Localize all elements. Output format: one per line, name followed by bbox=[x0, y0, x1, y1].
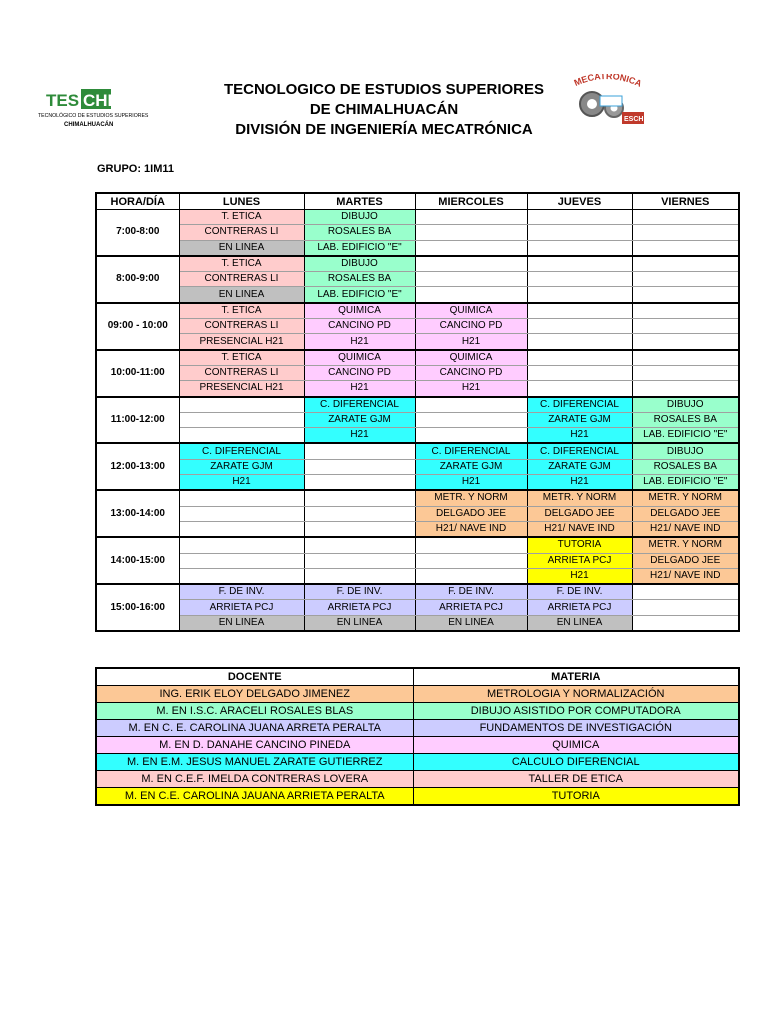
schedule-cell: H21 bbox=[415, 381, 527, 397]
schedule-cell bbox=[632, 240, 739, 256]
teacher-name: M. EN I.S.C. ARACELI ROSALES BLAS bbox=[96, 703, 413, 720]
time-slot: 09:00 - 10:00 bbox=[96, 303, 179, 350]
schedule-cell: QUIMICA bbox=[304, 303, 415, 319]
schedule-cell: EN LINEA bbox=[179, 615, 304, 631]
teacher-name: M. EN E.M. JESUS MANUEL ZARATE GUTIERREZ bbox=[96, 754, 413, 771]
teacher-name: M. EN C.E.F. IMELDA CONTRERAS LOVERA bbox=[96, 771, 413, 788]
schedule-cell: H21/ NAVE IND bbox=[632, 521, 739, 537]
schedule-cell: CANCINO PD bbox=[304, 365, 415, 380]
schedule-cell: CANCINO PD bbox=[415, 319, 527, 334]
svg-text:TES: TES bbox=[46, 91, 80, 110]
schedule-cell: ZARATE GJM bbox=[179, 459, 304, 474]
schedule-cell bbox=[527, 225, 632, 240]
schedule-cell: DIBUJO bbox=[304, 256, 415, 272]
subject-name: METROLOGIA Y NORMALIZACIÓN bbox=[413, 686, 739, 703]
schedule-cell bbox=[632, 256, 739, 272]
header-line-1: TECNOLOGICO DE ESTUDIOS SUPERIORES bbox=[223, 81, 545, 98]
schedule-cell: PRESENCIAL H21 bbox=[179, 334, 304, 350]
schedule-cell bbox=[179, 490, 304, 506]
schedule-row bbox=[96, 319, 739, 334]
legend-row bbox=[96, 737, 739, 754]
schedule-cell: ARRIETA PCJ bbox=[304, 600, 415, 615]
schedule-cell: LAB. EDIFICIO "E" bbox=[304, 287, 415, 303]
schedule-cell: DIBUJO bbox=[632, 397, 739, 413]
svg-text:TECNOLÓGICO DE ESTUDIOS SUPERI: TECNOLÓGICO DE ESTUDIOS SUPERIORES bbox=[38, 113, 149, 119]
schedule-row bbox=[96, 334, 739, 350]
schedule-cell: T. ETICA bbox=[179, 210, 304, 225]
schedule-row bbox=[96, 350, 739, 366]
schedule-table bbox=[95, 192, 740, 632]
schedule-cell: ROSALES BA bbox=[632, 459, 739, 474]
schedule-cell: C. DIFERENCIAL bbox=[527, 443, 632, 459]
schedule-cell: C. DIFERENCIAL bbox=[415, 443, 527, 459]
schedule-cell bbox=[527, 240, 632, 256]
schedule-row bbox=[96, 240, 739, 256]
schedule-cell bbox=[304, 475, 415, 491]
column-header: MARTES bbox=[304, 193, 415, 210]
schedule-cell: DELGADO JEE bbox=[632, 553, 739, 568]
mecatronica-logo bbox=[566, 74, 648, 130]
time-slot: 8:00-9:00 bbox=[96, 256, 179, 303]
schedule-row bbox=[96, 521, 739, 537]
group-label: GRUPO: 1IM11 bbox=[97, 163, 175, 175]
schedule-row bbox=[96, 303, 739, 319]
institution-header bbox=[0, 80, 768, 140]
schedule-row bbox=[96, 412, 739, 427]
schedule-cell: T. ETICA bbox=[179, 350, 304, 366]
schedule-cell bbox=[304, 553, 415, 568]
schedule-cell: C. DIFERENCIAL bbox=[179, 443, 304, 459]
schedule-cell bbox=[527, 381, 632, 397]
schedule-cell bbox=[527, 334, 632, 350]
time-slot: 13:00-14:00 bbox=[96, 490, 179, 537]
schedule-cell: CANCINO PD bbox=[415, 365, 527, 380]
schedule-cell bbox=[527, 365, 632, 380]
teacher-name: M. EN C.E. CAROLINA JAUANA ARRIETA PERALTA bbox=[96, 788, 413, 806]
schedule-cell bbox=[527, 319, 632, 334]
schedule-row bbox=[96, 475, 739, 491]
schedule-row bbox=[96, 210, 739, 225]
schedule-cell: LAB. EDIFICIO "E" bbox=[304, 240, 415, 256]
schedule-cell: T. ETICA bbox=[179, 256, 304, 272]
schedule-cell: CONTRERAS LI bbox=[179, 365, 304, 380]
schedule-row bbox=[96, 397, 739, 413]
time-slot: 7:00-8:00 bbox=[96, 210, 179, 256]
schedule-cell: F. DE INV. bbox=[527, 584, 632, 600]
schedule-cell: H21/ NAVE IND bbox=[632, 568, 739, 584]
schedule-cell bbox=[632, 210, 739, 225]
schedule-cell bbox=[415, 568, 527, 584]
schedule-cell: H21 bbox=[527, 475, 632, 491]
schedule-cell bbox=[527, 287, 632, 303]
schedule-cell: ZARATE GJM bbox=[527, 412, 632, 427]
schedule-cell bbox=[304, 459, 415, 474]
schedule-row bbox=[96, 490, 739, 506]
schedule-cell: H21 bbox=[415, 475, 527, 491]
schedule-cell: ARRIETA PCJ bbox=[527, 553, 632, 568]
schedule-cell bbox=[415, 537, 527, 553]
schedule-cell bbox=[415, 272, 527, 287]
column-header: VIERNES bbox=[632, 193, 739, 210]
schedule-row bbox=[96, 584, 739, 600]
schedule-cell: LAB. EDIFICIO "E" bbox=[632, 428, 739, 444]
schedule-cell: H21/ NAVE IND bbox=[527, 521, 632, 537]
schedule-cell bbox=[415, 428, 527, 444]
schedule-cell: QUIMICA bbox=[415, 350, 527, 366]
schedule-row bbox=[96, 225, 739, 240]
schedule-cell: H21/ NAVE IND bbox=[415, 521, 527, 537]
schedule-cell bbox=[632, 615, 739, 631]
legend-column-header: DOCENTE bbox=[96, 668, 413, 686]
schedule-row bbox=[96, 443, 739, 459]
schedule-row bbox=[96, 459, 739, 474]
schedule-cell: F. DE INV. bbox=[179, 584, 304, 600]
time-slot: 12:00-13:00 bbox=[96, 443, 179, 490]
column-header: MIERCOLES bbox=[415, 193, 527, 210]
legend-row bbox=[96, 771, 739, 788]
schedule-cell: CONTRERAS LI bbox=[179, 319, 304, 334]
schedule-cell: DELGADO JEE bbox=[527, 506, 632, 521]
schedule-cell bbox=[304, 443, 415, 459]
schedule-cell: QUIMICA bbox=[304, 350, 415, 366]
schedule-cell bbox=[632, 365, 739, 380]
schedule-row bbox=[96, 553, 739, 568]
legend-column-header: MATERIA bbox=[413, 668, 739, 686]
legend-header-row bbox=[96, 668, 739, 686]
schedule-row bbox=[96, 381, 739, 397]
teacher-name: ING. ERIK ELOY DELGADO JIMENEZ bbox=[96, 686, 413, 703]
schedule-cell bbox=[527, 350, 632, 366]
legend-row bbox=[96, 788, 739, 806]
schedule-cell: ARRIETA PCJ bbox=[179, 600, 304, 615]
schedule-cell: ARRIETA PCJ bbox=[415, 600, 527, 615]
schedule-cell bbox=[179, 397, 304, 413]
subject-name: TUTORIA bbox=[413, 788, 739, 806]
schedule-cell: EN LINEA bbox=[179, 287, 304, 303]
schedule-cell bbox=[632, 287, 739, 303]
schedule-cell bbox=[415, 240, 527, 256]
schedule-cell: EN LINEA bbox=[415, 615, 527, 631]
schedule-cell bbox=[179, 553, 304, 568]
legend-row bbox=[96, 686, 739, 703]
schedule-cell: F. DE INV. bbox=[415, 584, 527, 600]
schedule-cell bbox=[304, 537, 415, 553]
svg-text:MECATRÓNICA: MECATRÓNICA bbox=[572, 74, 644, 89]
schedule-cell: C. DIFERENCIAL bbox=[527, 397, 632, 413]
schedule-cell bbox=[632, 319, 739, 334]
schedule-cell bbox=[415, 287, 527, 303]
schedule-cell: DELGADO JEE bbox=[415, 506, 527, 521]
schedule-cell: CONTRERAS LI bbox=[179, 225, 304, 240]
schedule-cell bbox=[415, 412, 527, 427]
schedule-cell: LAB. EDIFICIO "E" bbox=[632, 475, 739, 491]
subject-name: DIBUJO ASISTIDO POR COMPUTADORA bbox=[413, 703, 739, 720]
schedule-cell bbox=[179, 412, 304, 427]
schedule-cell: DELGADO JEE bbox=[632, 506, 739, 521]
schedule-cell: ROSALES BA bbox=[632, 412, 739, 427]
schedule-cell: ZARATE GJM bbox=[304, 412, 415, 427]
schedule-cell bbox=[415, 225, 527, 240]
schedule-row bbox=[96, 428, 739, 444]
schedule-cell bbox=[632, 303, 739, 319]
schedule-cell: F. DE INV. bbox=[304, 584, 415, 600]
subject-name: TALLER DE ETICA bbox=[413, 771, 739, 788]
schedule-cell: DIBUJO bbox=[304, 210, 415, 225]
schedule-cell bbox=[632, 600, 739, 615]
schedule-cell: T. ETICA bbox=[179, 303, 304, 319]
schedule-cell: H21 bbox=[304, 428, 415, 444]
schedule-cell bbox=[415, 256, 527, 272]
schedule-cell bbox=[304, 506, 415, 521]
schedule-cell: H21 bbox=[527, 428, 632, 444]
teacher-name: M. EN C. E. CAROLINA JUANA ARRETA PERALTA bbox=[96, 720, 413, 737]
subject-name: FUNDAMENTOS DE INVESTIGACIÓN bbox=[413, 720, 739, 737]
schedule-cell bbox=[304, 568, 415, 584]
svg-text:CHI: CHI bbox=[83, 91, 113, 110]
column-header: JUEVES bbox=[527, 193, 632, 210]
time-slot: 10:00-11:00 bbox=[96, 350, 179, 397]
schedule-cell bbox=[415, 397, 527, 413]
svg-text:ESCH: ESCH bbox=[624, 116, 644, 123]
schedule-cell: H21 bbox=[179, 475, 304, 491]
schedule-cell: METR. Y NORM bbox=[527, 490, 632, 506]
schedule-cell bbox=[304, 490, 415, 506]
schedule-cell: C. DIFERENCIAL bbox=[304, 397, 415, 413]
schedule-cell: METR. Y NORM bbox=[632, 537, 739, 553]
schedule-row bbox=[96, 600, 739, 615]
schedule-cell bbox=[179, 506, 304, 521]
schedule-cell bbox=[527, 272, 632, 287]
schedule-cell: EN LINEA bbox=[527, 615, 632, 631]
schedule-row bbox=[96, 568, 739, 584]
schedule-cell bbox=[632, 225, 739, 240]
schedule-cell: H21 bbox=[304, 334, 415, 350]
subject-name: QUIMICA bbox=[413, 737, 739, 754]
schedule-cell: DIBUJO bbox=[632, 443, 739, 459]
schedule-cell bbox=[179, 537, 304, 553]
time-slot: 14:00-15:00 bbox=[96, 537, 179, 584]
schedule-cell: CONTRERAS LI bbox=[179, 272, 304, 287]
schedule-cell: H21 bbox=[415, 334, 527, 350]
column-header: HORA/DÍA bbox=[96, 193, 179, 210]
schedule-row bbox=[96, 256, 739, 272]
schedule-cell: ROSALES BA bbox=[304, 272, 415, 287]
schedule-row bbox=[96, 537, 739, 553]
schedule-header-row bbox=[96, 193, 739, 210]
schedule-row bbox=[96, 272, 739, 287]
schedule-cell: EN LINEA bbox=[304, 615, 415, 631]
schedule-cell: ROSALES BA bbox=[304, 225, 415, 240]
schedule-cell: PRESENCIAL H21 bbox=[179, 381, 304, 397]
legend-row bbox=[96, 703, 739, 720]
schedule-cell bbox=[527, 210, 632, 225]
schedule-cell: ZARATE GJM bbox=[415, 459, 527, 474]
time-slot: 15:00-16:00 bbox=[96, 584, 179, 631]
schedule-cell bbox=[632, 334, 739, 350]
schedule-cell bbox=[179, 568, 304, 584]
schedule-cell bbox=[632, 584, 739, 600]
schedule-cell bbox=[304, 521, 415, 537]
schedule-row bbox=[96, 287, 739, 303]
schedule-cell: ARRIETA PCJ bbox=[527, 600, 632, 615]
schedule-row bbox=[96, 615, 739, 631]
schedule-cell: H21 bbox=[527, 568, 632, 584]
legend-row bbox=[96, 720, 739, 737]
schedule-row bbox=[96, 365, 739, 380]
schedule-cell: METR. Y NORM bbox=[415, 490, 527, 506]
teacher-subject-legend bbox=[95, 667, 740, 806]
schedule-row bbox=[96, 506, 739, 521]
schedule-cell bbox=[632, 272, 739, 287]
header-line-3: DIVISIÓN DE INGENIERÍA MECATRÓNICA bbox=[235, 121, 533, 138]
schedule-cell: EN LINEA bbox=[179, 240, 304, 256]
schedule-cell: METR. Y NORM bbox=[632, 490, 739, 506]
schedule-cell: QUIMICA bbox=[415, 303, 527, 319]
subject-name: CALCULO DIFERENCIAL bbox=[413, 754, 739, 771]
schedule-cell bbox=[415, 553, 527, 568]
schedule-cell bbox=[632, 350, 739, 366]
schedule-cell: TUTORIA bbox=[527, 537, 632, 553]
schedule-cell bbox=[527, 256, 632, 272]
schedule-cell bbox=[632, 381, 739, 397]
svg-text:CHIMALHUACÁN: CHIMALHUACÁN bbox=[64, 122, 114, 128]
schedule-cell bbox=[527, 303, 632, 319]
header-line-2: DE CHIMALHUACÁN bbox=[309, 101, 459, 118]
schedule-cell bbox=[415, 210, 527, 225]
schedule-cell: CANCINO PD bbox=[304, 319, 415, 334]
teacher-name: M. EN D. DANAHE CANCINO PINEDA bbox=[96, 737, 413, 754]
time-slot: 11:00-12:00 bbox=[96, 397, 179, 444]
schedule-cell bbox=[179, 521, 304, 537]
column-header: LUNES bbox=[179, 193, 304, 210]
schedule-cell: H21 bbox=[304, 381, 415, 397]
legend-row bbox=[96, 754, 739, 771]
schedule-cell: ZARATE GJM bbox=[527, 459, 632, 474]
schedule-cell bbox=[179, 428, 304, 444]
